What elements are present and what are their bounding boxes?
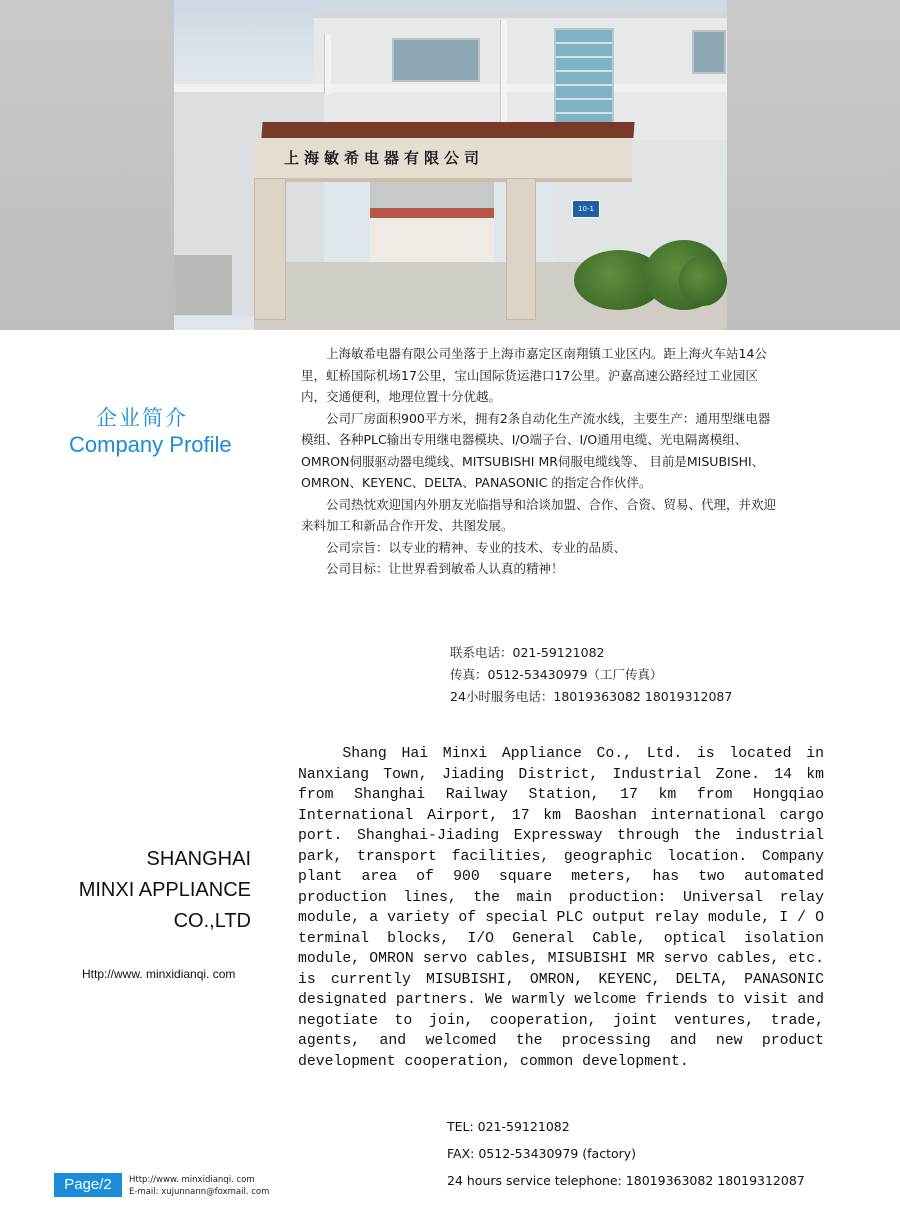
company-name-line: CO.,LTD — [173, 910, 251, 932]
contact-service-cn: 24小时服务电话：18019363082 18019312087 — [450, 689, 733, 704]
company-name-line: MINXI APPLIANCE — [78, 879, 251, 901]
door-number-plate: 10-1 — [572, 200, 600, 218]
contact-fax-en: FAX: 0512-53430979 (factory) — [447, 1146, 637, 1161]
photo-window-column — [554, 28, 614, 136]
photo-building-ledge — [174, 84, 727, 92]
photo-lower-wall — [174, 255, 232, 315]
photo-window — [692, 30, 726, 74]
profile-paragraph: 上海敏希电器有限公司坐落于上海市嘉定区南翔镇工业区内。距上海火车站14公里，虹桥国际机场17公里，宝山国际货运港口17公里。沪嘉高速公路经过工业园区内，交通便利，地理位置十分优越。 — [301, 346, 767, 404]
photo-inner-building — [370, 208, 494, 270]
website-url[interactable]: Http://www. minxidianqi. com — [82, 967, 236, 981]
profile-title-cn: 企业简介 — [96, 406, 188, 430]
photo-shrub — [679, 256, 727, 306]
company-name-line: SHANGHAI — [146, 848, 251, 870]
contact-block-en — [447, 1113, 805, 1194]
photo-window — [392, 38, 480, 82]
photo-gate-pillar-left — [254, 178, 286, 320]
footer-email[interactable]: E-mail: xujunnann@foxmail. com — [129, 1187, 270, 1197]
profile-paragraph: 公司热忱欢迎国内外朋友光临指导和洽谈加盟、合作、合资、贸易、代理，并欢迎来料加工和新品合作开发、共图发展。 — [301, 496, 777, 533]
photo-pipe — [500, 20, 507, 130]
profile-paragraph: 公司厂房面积900平方米，拥有2条自动化生产流水线，主要生产：通用型继电器模组、各种PLC输出专用继电器模块、I/O端子台、I/O通用电缆、光电隔离模组、OMRON伺服驱动器电缆线、MITSUBISHI MR伺服电缆线等、 目前是MISUBISHI、OMRON、KEYENC、DELTA、PANASONIC 的指定合作伙伴。 — [301, 410, 771, 490]
photo-gate-roof — [261, 122, 634, 138]
profile-paragraph-en: Shang Hai Minxi Appliance Co., Ltd. is located in Nanxiang Town, Jiading District, Industrial Zone. 14 km from Shanghai Railway Station, 17 km from Hongqiao International Airport, 17 km Baoshan international cargo port. Shanghai-Jiading Expressway through the industrial park, transport facilities, geographic location. Company plant area of 900 square meters, has two automated production lines, the main production: Universal relay module, a variety of special PLC output relay module, I / O terminal blocks, I/O General Cable, optical isolation module, OMRON servo cables, MISUBISHI MR servo cables, etc. is currently MISUBISHI, OMRON, KEYENC, DELTA, PANASONIC designated partners. We warmly welcome friends to visit and negotiate to join, cooperation, joint ventures, trade, agents, and welcomed the processing and new product development cooperation, common development. — [298, 746, 824, 1070]
footer-url[interactable]: Http://www. minxidianqi. com — [129, 1175, 255, 1185]
contact-block-cn — [450, 642, 732, 708]
profile-paragraph: 公司目标：让世界看到敏希人认真的精神！ — [326, 561, 564, 576]
photo-gate-pillar-right — [506, 178, 536, 320]
company-name-en — [40, 844, 251, 937]
profile-paragraph: 公司宗旨：以专业的精神、专业的技术、专业的品质、 — [326, 539, 627, 555]
contact-phone-cn: 联系电话：021-59121082 — [450, 645, 605, 660]
gate-sign-text: 上海敏希电器有限公司 — [284, 149, 485, 167]
factory-gate-photo — [174, 0, 727, 330]
contact-service-en: 24 hours service telephone: 18019363082 18019312087 — [447, 1173, 805, 1188]
contact-fax-cn: 传真：0512-53430979（工厂传真） — [450, 667, 663, 682]
page-number-badge: Page/2 — [54, 1173, 122, 1197]
profile-body-en — [298, 744, 824, 1072]
contact-tel-en: TEL: 021-59121082 — [447, 1119, 570, 1134]
profile-title-en: Company Profile — [69, 432, 232, 457]
photo-pipe — [324, 34, 331, 94]
profile-body-cn — [301, 343, 781, 580]
footer-info — [129, 1174, 269, 1198]
